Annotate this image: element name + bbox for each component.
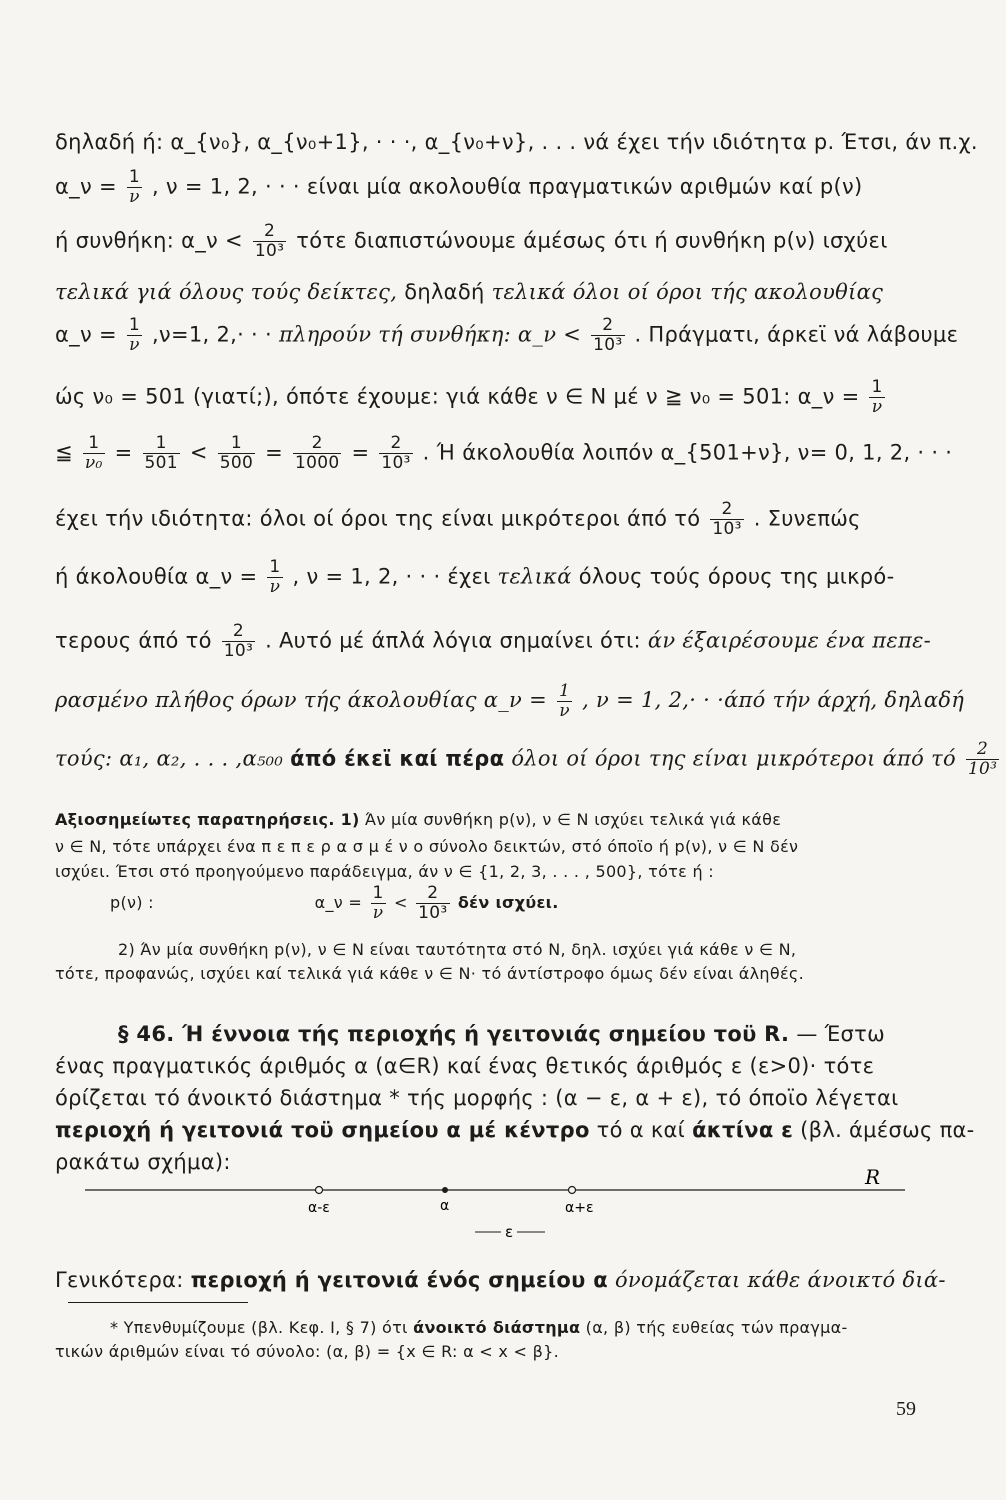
fraction-2-over-10-3 — [591, 316, 624, 355]
right-endpoint — [569, 1187, 576, 1194]
fraction-1-over-nu — [869, 378, 884, 417]
text: — Έστω — [796, 1022, 885, 1046]
text-line-2 — [55, 168, 925, 207]
italic-text: άν έξαιρέσουμε ένα πεπε- — [647, 628, 932, 653]
den: 10³ — [381, 453, 411, 473]
fraction-1-over-500 — [218, 434, 255, 473]
num: 2 — [427, 883, 439, 903]
seq-def: α_ν = — [55, 174, 117, 199]
text-line-7 — [55, 433, 953, 473]
footnote-rule — [68, 1302, 248, 1303]
bold-text: άπό έκεϊ καί πέρα — [290, 746, 505, 771]
center-point — [442, 1187, 448, 1193]
num: 2 — [232, 621, 244, 641]
note-line-4 — [110, 884, 980, 923]
italic-text: ρασμένο πλήθος όρων τής άκολουθίας α_ν = — [55, 688, 547, 712]
text-line-3 — [55, 222, 925, 261]
text: ώς ν₀ = 501 (γιατί;), όπότε έχουμε: γιά κάθε ν ∈ N μέ ν ≧ ν₀ = 501: α_ν = — [55, 384, 860, 409]
den: ν — [557, 701, 572, 721]
den: 10³ — [418, 903, 448, 923]
italic-text: τελικά όλοι οί όροι τής ακολουθίας — [491, 280, 884, 304]
den: 501 — [144, 453, 178, 473]
text: < — [189, 440, 208, 465]
text: < — [394, 893, 408, 912]
text: ή συνθήκη: α_ν < — [55, 228, 243, 253]
text: = — [265, 440, 283, 465]
fraction-1-over-nu — [371, 884, 386, 923]
text: = — [351, 440, 370, 465]
den: 10³ — [712, 519, 742, 539]
fraction-2-over-10-3 — [222, 622, 255, 661]
text-line-10 — [55, 621, 932, 661]
text-line-1: δηλαδή ή: α_{ν₀}, α_{ν₀+1}, · · ·, α_{ν₀+ν}, . . . νά έχει τήν ιδιότητα p. Έτσι, άν π.χ. — [55, 130, 978, 154]
fraction-2-over-10-3 — [416, 884, 449, 923]
fraction-2-over-10-3 — [966, 740, 999, 779]
text: τερους άπό τό — [55, 628, 212, 653]
den: ν — [371, 903, 386, 923]
left-label: α-ε — [308, 1200, 330, 1216]
italic-text: πληρούν τή συνθήκη: α_ν < — [278, 322, 582, 347]
fraction-2-over-10-3 — [379, 434, 412, 473]
text: δηλαδή — [404, 280, 485, 304]
section-line-5: ρακάτω σχήμα): — [55, 1150, 231, 1174]
num: 2 — [390, 433, 402, 453]
text: . Πράγματι, άρκεϊ νά λάβουμε — [634, 322, 959, 347]
section-line-4 — [55, 1118, 975, 1142]
section-heading — [118, 1022, 988, 1046]
num: 1 — [558, 681, 571, 701]
text-line-4 — [55, 280, 925, 304]
italic-text: τελικά γιά όλους τούς δείκτες, — [55, 280, 398, 304]
text: όλους τούς όρους της μικρό- — [578, 564, 895, 589]
text-line-9 — [55, 558, 925, 597]
den: ν — [127, 187, 142, 207]
den: 10³ — [593, 335, 623, 355]
text: ,ν=1, 2,· · · — [151, 322, 272, 347]
text: Γενικότερα: — [55, 1268, 184, 1292]
fraction-1-over-nu — [267, 558, 282, 597]
fraction-2-over-10-3 — [253, 222, 286, 261]
text: (βλ. άμέσως πα- — [800, 1118, 975, 1142]
axis-label: R — [865, 1168, 881, 1189]
italic-text: όνομάζεται κάθε άνοικτό διά- — [614, 1268, 946, 1292]
right-label: α+ε — [565, 1200, 594, 1216]
note-line-1 — [55, 810, 925, 829]
num: 1 — [372, 883, 384, 903]
num: 2 — [311, 433, 323, 453]
fraction-1-over-501 — [143, 434, 180, 473]
num: 2 — [721, 499, 733, 519]
text: α_ν = — [55, 322, 117, 347]
general-line — [55, 1268, 946, 1292]
neighborhood-diagram — [75, 1168, 915, 1248]
den: 10³ — [254, 241, 285, 261]
text: = — [114, 440, 133, 465]
bold-text: δέν ισχύει. — [457, 893, 559, 912]
text: , ν = 1, 2, · · · είναι μία ακολουθία πραγματικών αριθμών καί p(ν) — [151, 174, 863, 199]
den: ν₀ — [84, 453, 103, 473]
footnote-line-2: τικών άριθμών είναι τό σύνολο: (α, β) = {x ∈ R: α < x < β}. — [55, 1342, 560, 1361]
text-line-11 — [55, 681, 965, 721]
italic-text: τούς: α₁, α₂, . . . ,α₅₀₀ — [55, 746, 284, 771]
text: ≦ — [55, 440, 73, 465]
den: 10³ — [967, 759, 998, 779]
num: 1 — [155, 433, 167, 453]
num: 1 — [128, 315, 140, 335]
text: (α, β) τής ευθείας τών πραγμα- — [585, 1318, 848, 1337]
left-endpoint — [316, 1187, 323, 1194]
section-line-2: ένας πραγματικός άριθμός α (α∈R) καί ένας θετικός άριθμός ε (ε>0)· τότε — [55, 1054, 875, 1078]
footnote-line-1 — [110, 1318, 980, 1337]
bold-text: άνοικτό διάστημα — [413, 1318, 581, 1337]
fraction-1-over-nu — [127, 168, 142, 207]
text: . Αυτό μέ άπλά λόγια σημαίνει ότι: — [265, 628, 641, 653]
fraction-1-over-nu — [557, 682, 572, 721]
note-line-2: ν ∈ N, τότε υπάρχει ένα π ε π ε ρ α σ μ έ ν ο σύνολο δεικτών, στό όποϊο ή p(ν), ν ∈ N δέν — [55, 837, 799, 856]
num: 2 — [977, 739, 989, 759]
num: 1 — [88, 433, 100, 453]
italic-text: τελικά — [497, 564, 572, 589]
italic-text: όλοι οί όροι της είναι μικρότεροι άπό τό — [511, 746, 956, 771]
text: α_ν = — [314, 893, 363, 912]
page-number: 59 — [896, 1398, 916, 1420]
center-label: α — [440, 1198, 450, 1214]
text-line-6 — [55, 378, 925, 417]
text-line-8 — [55, 500, 925, 539]
bold-text: περιοχή ή γειτονιά ένός σημείου α — [190, 1268, 608, 1292]
radius-label: ε — [505, 1223, 514, 1241]
text: τότε διαπιστώνουμε άμέσως ότι ή συνθήκη p(ν) ισχύει — [296, 228, 888, 253]
text-line-12 — [55, 739, 998, 779]
num: 1 — [128, 167, 140, 187]
fraction-1-over-nu0 — [83, 434, 105, 473]
num: 1 — [269, 557, 281, 577]
num: 1 — [871, 377, 883, 397]
fraction-2-over-10-3 — [710, 500, 743, 539]
num: 1 — [230, 433, 242, 453]
text-line-5 — [55, 315, 959, 355]
bold-text: περιοχή ή γειτονιά τοϋ σημείου α μέ κέντρο — [55, 1118, 590, 1142]
note-line-6: τότε, προφανώς, ισχύει καί τελικά γιά κάθε ν ∈ N· τό άντίστροφο όμως δέν είναι άληθές. — [55, 964, 804, 983]
bold-text: Αξιοσημείωτες παρατηρήσεις. 1) — [55, 810, 360, 829]
text: * Υπενθυμίζουμε (βλ. Κεφ. I, § 7) ότι — [110, 1318, 408, 1337]
text: . Ή άκολουθία λοιπόν α_{501+ν}, ν= 0, 1, 2, · · · — [422, 440, 953, 465]
bold-text: άκτίνα ε — [692, 1118, 794, 1142]
fraction-1-over-nu — [127, 316, 142, 355]
section-title: § 46. Ή έννοια τής περιοχής ή γειτονιάς σημείου τοϋ R. — [118, 1022, 790, 1046]
note-line-3: ισχύει. Έτσι στό προηγούμενο παράδειγμα, άν ν ∈ {1, 2, 3, . . . , 500}, τότε ή : — [55, 862, 714, 881]
text: , ν = 1, 2, · · · έχει — [292, 564, 491, 589]
num: 2 — [602, 315, 614, 335]
den: ν — [127, 335, 142, 355]
den: 1000 — [294, 453, 340, 473]
den: 10³ — [223, 641, 254, 661]
text: p(ν) : — [110, 893, 154, 912]
text: ή άκολουθία α_ν = — [55, 564, 258, 589]
text: έχει τήν ιδιότητα: όλοι οί όροι της είναι μικρότεροι άπό τό — [55, 506, 701, 531]
den: 500 — [219, 453, 254, 473]
text: . Συνεπώς — [753, 506, 861, 531]
den: ν — [869, 397, 884, 417]
text: τό α καί — [596, 1118, 686, 1142]
section-line-3: όρίζεται τό άνοικτό διάστημα * τής μορφής : (α − ε, α + ε), τό όποϊο λέγεται — [55, 1086, 899, 1110]
italic-text: , ν = 1, 2,· · ·άπό τήν άρχή, δηλαδή — [582, 688, 965, 712]
text: Άν μία συνθήκη p(ν), ν ∈ N ισχύει τελικά γιά κάθε — [365, 810, 782, 829]
num: 2 — [264, 221, 276, 241]
note-line-5: 2) Άν μία συνθήκη p(ν), ν ∈ N είναι ταυτότητα στό N, δηλ. ισχύει γιά κάθε ν ∈ N, — [118, 940, 797, 959]
den: ν — [267, 577, 282, 597]
fraction-2-over-1000 — [293, 434, 341, 473]
